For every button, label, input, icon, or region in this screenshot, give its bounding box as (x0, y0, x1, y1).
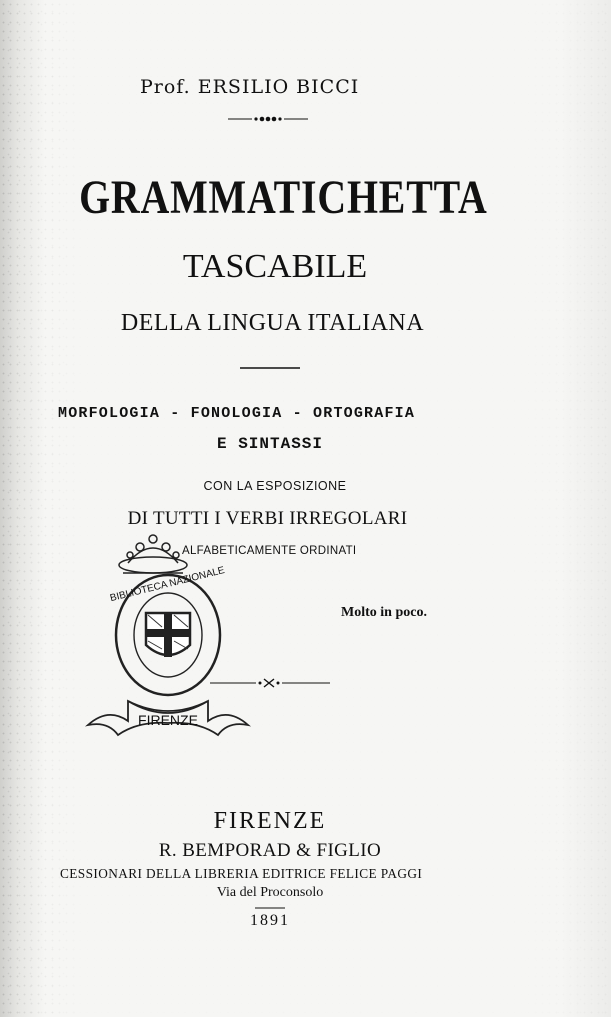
year-rule (0, 905, 611, 911)
shield-cross-icon (146, 613, 190, 657)
alphabetical-ordering: ALFABETICAMENTE ORDINATI (182, 545, 357, 557)
author-name: ERSILIO BICCI (197, 76, 360, 98)
library-stamp (68, 525, 268, 755)
publisher-address: Via del Proconsolo (216, 885, 324, 900)
title-main: GRAMMATICHETTA (79, 171, 488, 224)
subjects-line-2: E SINTASSI (216, 435, 323, 453)
stamp-bottom-text: FIRENZE (138, 712, 198, 728)
title-sub: TASCABILE (182, 248, 368, 285)
author-prefix: Prof. (140, 76, 191, 98)
publication-year: 1891 (250, 912, 290, 929)
cessionari-line: CESSIONARI DELLA LIBRERIA EDITRICE FELICE PAGGI (60, 866, 423, 881)
irregular-verbs: DI TUTTI I VERBI IRREGOLARI (127, 508, 408, 529)
title-language: DELLA LINGUA ITALIANA (120, 310, 425, 336)
subjects-line: MORFOLOGIA - FONOLOGIA - ORTOGRAFIA (58, 405, 416, 422)
publisher: R. BEMPORAD & FIGLIO (158, 840, 382, 861)
author-line (140, 76, 359, 98)
stamp-top-text: BIBLIOTECA NAZIONALE (108, 564, 226, 605)
ornament-rule-top (0, 110, 611, 130)
short-rule (0, 365, 611, 371)
imprint-place: FIRENZE (213, 808, 327, 834)
motto: Molto in poco. (341, 605, 427, 620)
ornament-rule-middle (0, 676, 611, 690)
with-exposition: CON LA ESPOSIZIONE (203, 479, 347, 493)
crown-icon (119, 535, 187, 573)
